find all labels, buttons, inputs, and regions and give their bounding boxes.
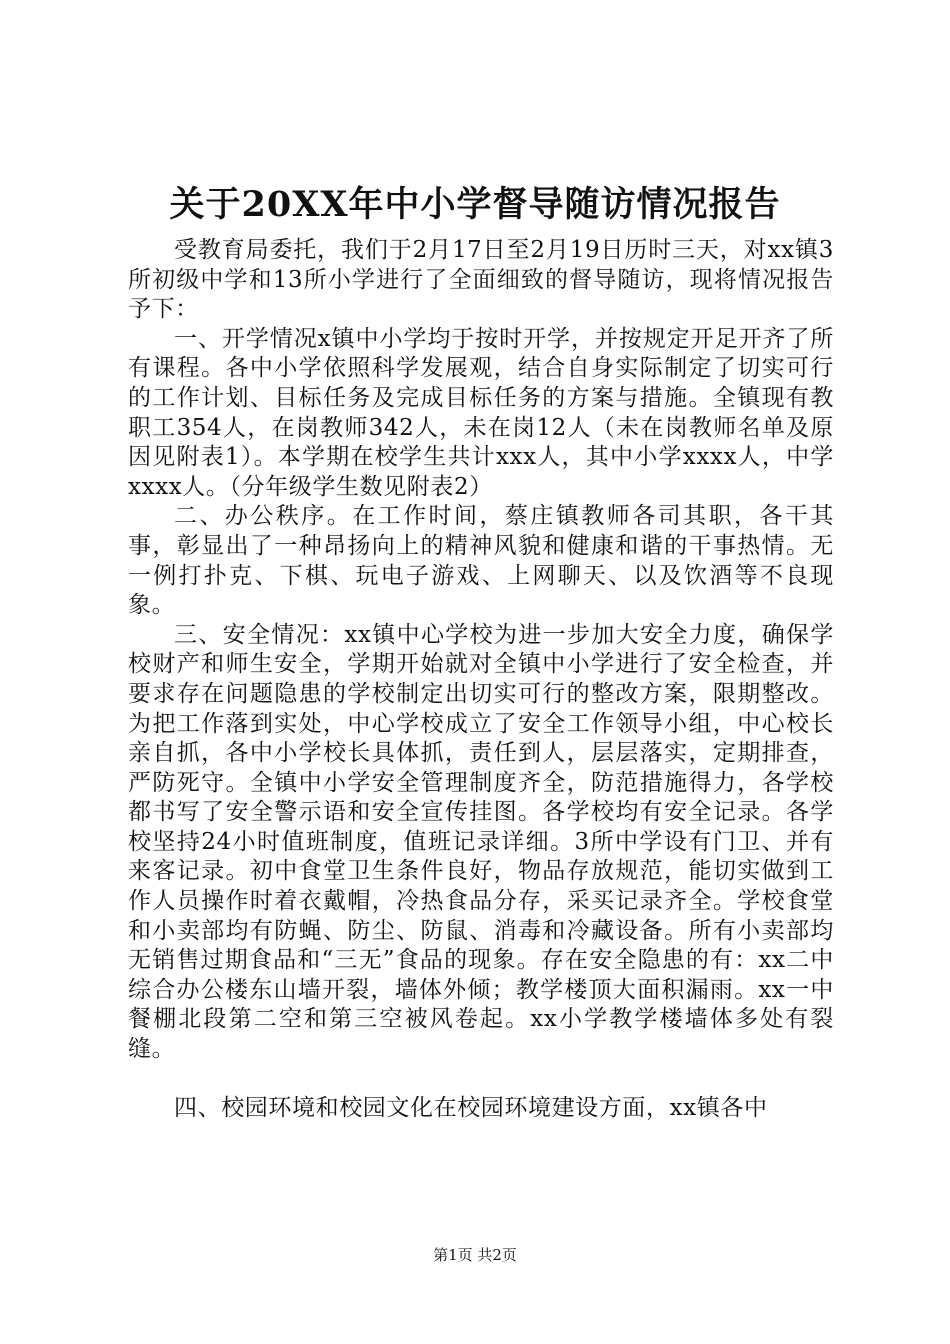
document-body: [128, 236, 834, 1124]
page-title: 关于20XX年中小学督导随访情况报告: [169, 184, 781, 225]
paragraph-section-4: 四、校园环境和校园文化在校园环境建设方面，xx镇各中: [174, 1095, 768, 1122]
paragraph-intro: 受教育局委托，我们于2月17日至2月19日历时三天，对xx镇3所初级中学和13所小学进行了全面细致的督导随访，现将情况报告予下：: [128, 237, 834, 323]
paragraph-section-1: 一、开学情况x镇中小学均于按时开学，并按规定开足开齐了所有课程。各中小学依照科学发展观，结合自身实际制定了切实可行的工作计划、目标任务及完成目标任务的方案与措施。全镇现有教职工354人，在岗教师342人，未在岗12人（未在岗教师名单及原因见附表1）。本学期在校学生共计xxx人，其中小学xxxx人，中学xxxx人。（分年级学生数见附表2）: [128, 325, 834, 500]
paragraph-section-3: 三、安全情况：xx镇中心学校为进一步加大安全力度，确保学校财产和师生安全，学期开始就对全镇中小学进行了安全检查，并要求存在问题隐患的学校制定出切实可行的整改方案，限期整改。为把工作落到实处，中心学校成立了安全工作领导小组，中心校长亲自抓，各中小学校长具体抓，责任到人，层层落实，定期排查，严防死守。全镇中小学安全管理制度齐全，防范措施得力，各学校都书写了安全警示语和安全宣传挂图。各学校均有安全记录。各学校坚持24小时值班制度，值班记录详细。3所中学设有门卫、并有来客记录。初中食堂卫生条件良好，物品存放规范，能切实做到工作人员操作时着衣戴帽，冷热食品分存，采买记录齐全。学校食堂和小卖部均有防蝇、防尘、防鼠、消毒和冷藏设备。所有小卖部均无销售过期食品和“三无”食品的现象。存在安全隐患的有：xx二中综合办公楼东山墙开裂，墙体外倾；教学楼顶大面积漏雨。xx一中餐棚北段第二空和第三空被风卷起。xx小学教学楼墙体多处有裂缝。: [128, 621, 834, 1063]
page-footer: 第1页 共2页: [433, 1246, 517, 1264]
paragraph-section-2: 二、办公秩序。在工作时间，蔡庄镇教师各司其职，各干其事，彰显出了一种昂扬向上的精神风貌和健康和谐的干事热情。无一例打扑克、下棋、玩电子游戏、上网聊天、以及饮酒等不良现象。: [128, 503, 834, 619]
